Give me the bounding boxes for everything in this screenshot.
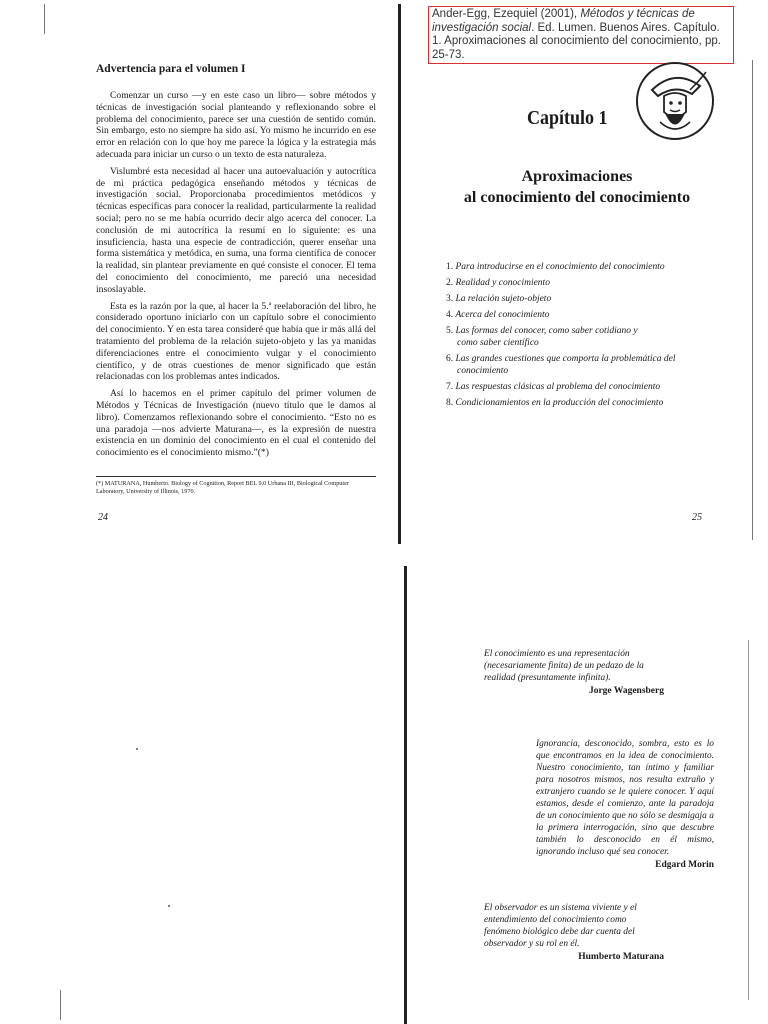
epigraph-maturana bbox=[484, 902, 664, 962]
page-number-right: 25 bbox=[692, 512, 702, 523]
quote-author: Jorge Wagensberg bbox=[588, 686, 664, 696]
left-edge-line-bottom bbox=[60, 990, 61, 1020]
page-number-left: 24 bbox=[98, 512, 108, 523]
toc-item: 4. Acerca del conocimiento bbox=[446, 310, 550, 321]
top-spine bbox=[398, 4, 401, 544]
quixote-logo-icon bbox=[634, 60, 716, 142]
citation-book-title: Métodos y técnicas de investigación social bbox=[432, 8, 695, 34]
scan-speck bbox=[136, 748, 138, 750]
toc-item: 2. Realidad y conocimiento bbox=[446, 278, 550, 289]
toc-item: 8. Condicionamientos en la producción del conocimiento bbox=[446, 397, 664, 408]
toc-item: 5. Las formas del conocer, como saber cotidiano y como saber científico bbox=[446, 326, 638, 348]
paragraph: Así lo hacemos en el primer capítulo del primer volumen de Métodos y Técnicas de Investigación (nuevo título que le damos al libro). Comenzamos reflexionando sobre el conocimiento. “Esto no es una paradoja —nos advierte Maturana—, es la expresión de nuestra existencia en un dominio del conocimiento en el cual el contenido del conocimiento es el conocimiento mismo.”(*) bbox=[96, 388, 376, 459]
paragraph: Esta es la razón por la que, al hacer la 5.ª reelaboración del libro, he considerado oportuno iniciarlo con un capítulo sobre el conocimiento del conocimiento. Y en esta tarea consideré que había que ir más allá del tratamiento del problema de la relación sujeto-objeto y las ya manidas diferenciaciones entre el conocimiento vulgar y el conocimiento científico, y de otras cuestiones de menor significado que están relacionadas con los problemas antes indicados. bbox=[96, 300, 376, 383]
chapter-title bbox=[432, 166, 722, 208]
bottom-right-edge-line bbox=[748, 640, 749, 1000]
footnote: (*) MATURANA, Humberto. Biology of Cognition, Report BEL 9.0 Urbana III, Biological Computer Laboratory, University of Illinois, 1970. bbox=[96, 476, 376, 496]
bottom-spine bbox=[404, 566, 407, 1024]
toc-item: 1. Para introducirse en el conocimiento del conocimiento bbox=[446, 262, 665, 272]
toc-item: 7. Las respuestas clásicas al problema del conocimiento bbox=[446, 381, 661, 392]
quote-text: Ignorancia, desconocido, sombra, esto es lo que encontramos en la idea de conocimiento. Nuestro conocimiento, tan íntimo y familiar para nosotros mismos, nos resulta extraño y extranjero cuando se le quiere conocer. Y aquí estamos, desde el comienzo, ante la paradoja de un conocimiento que no sólo se desmigaja a la primera interrogación, sino que descubre también lo desconocido en él mismo, ignorando incluso qué sea conocer. bbox=[536, 739, 714, 857]
quote-author: Edgard Morin bbox=[655, 860, 714, 870]
scan-speck bbox=[168, 905, 170, 907]
epigraph-wagensberg bbox=[484, 648, 664, 696]
citation-box bbox=[428, 6, 734, 64]
epigraph-morin bbox=[536, 738, 714, 870]
right-edge-line bbox=[752, 60, 753, 540]
left-body-text bbox=[96, 90, 376, 464]
chapter-title-line1: Aproximaciones bbox=[521, 168, 633, 185]
chapter-contents bbox=[446, 262, 736, 414]
toc-item: 6. Las grandes cuestiones que comporta la problemática del conocimiento bbox=[446, 354, 676, 376]
toc-item: 3. La relación sujeto-objeto bbox=[446, 294, 552, 305]
quote-text: El conocimiento es una representación (necesariamente finita) de un pedazo de la realidad (presuntamente infinita). bbox=[484, 649, 644, 683]
quote-author: Humberto Maturana bbox=[578, 952, 664, 962]
paragraph: Vislumbré esta necesidad al hacer una autoevaluación y autocrítica de mi práctica pedagógica enseñando métodos y técnicas de investigación social. Proporcionaba procedimientos metódicos y técnicas específicas para conocer la realidad, particularmente la realidad social; pero no se me había ocurrido decir algo acerca del conocer. La conclusión de mi autocrítica la resumí en lo siguiente: es una insuficiencia, hasta una especie de contradicción, querer enseñar una forma sistemática y metódica, en suma, una forma científica de conocer la realidad, sin plantear previamente en qué consiste el conocer. El tema del conocimiento del conocimiento, me pareció una necesidad insoslayable. bbox=[96, 165, 376, 295]
chapter-title-line2: al conocimiento del conocimiento bbox=[463, 189, 691, 206]
citation-suffix: . Ed. Lumen. Buenos Aires. Capítulo. 1. Aproximaciones al conocimiento del conocimiento, pp. 25-73. bbox=[432, 21, 721, 61]
quote-text: El observador es un sistema viviente y el entendimiento del conocimiento como fenómeno biológico debe dar cuenta del observador y su rol en él. bbox=[484, 903, 637, 949]
left-edge-line bbox=[44, 4, 45, 34]
chapter-number: Capítulo 1 bbox=[527, 107, 608, 129]
paragraph: Comenzar un curso —y en este caso un libro— sobre métodos y técnicas de investigación social planteando y reflexionando sobre el problema del conocimiento, parece ser una cuestión de sentido común. Sin embargo, esto no siempre ha sido así. Yo mismo he incurrido en ese error en relación con lo que hoy me parece la lógica y la estrategia más adecuada para iniciar un curso o un texto de esta naturaleza. bbox=[96, 90, 376, 160]
citation-prefix: Ander-Egg, Ezequiel (2001), bbox=[432, 8, 581, 20]
section-title: Advertencia para el volumen I bbox=[96, 63, 246, 75]
